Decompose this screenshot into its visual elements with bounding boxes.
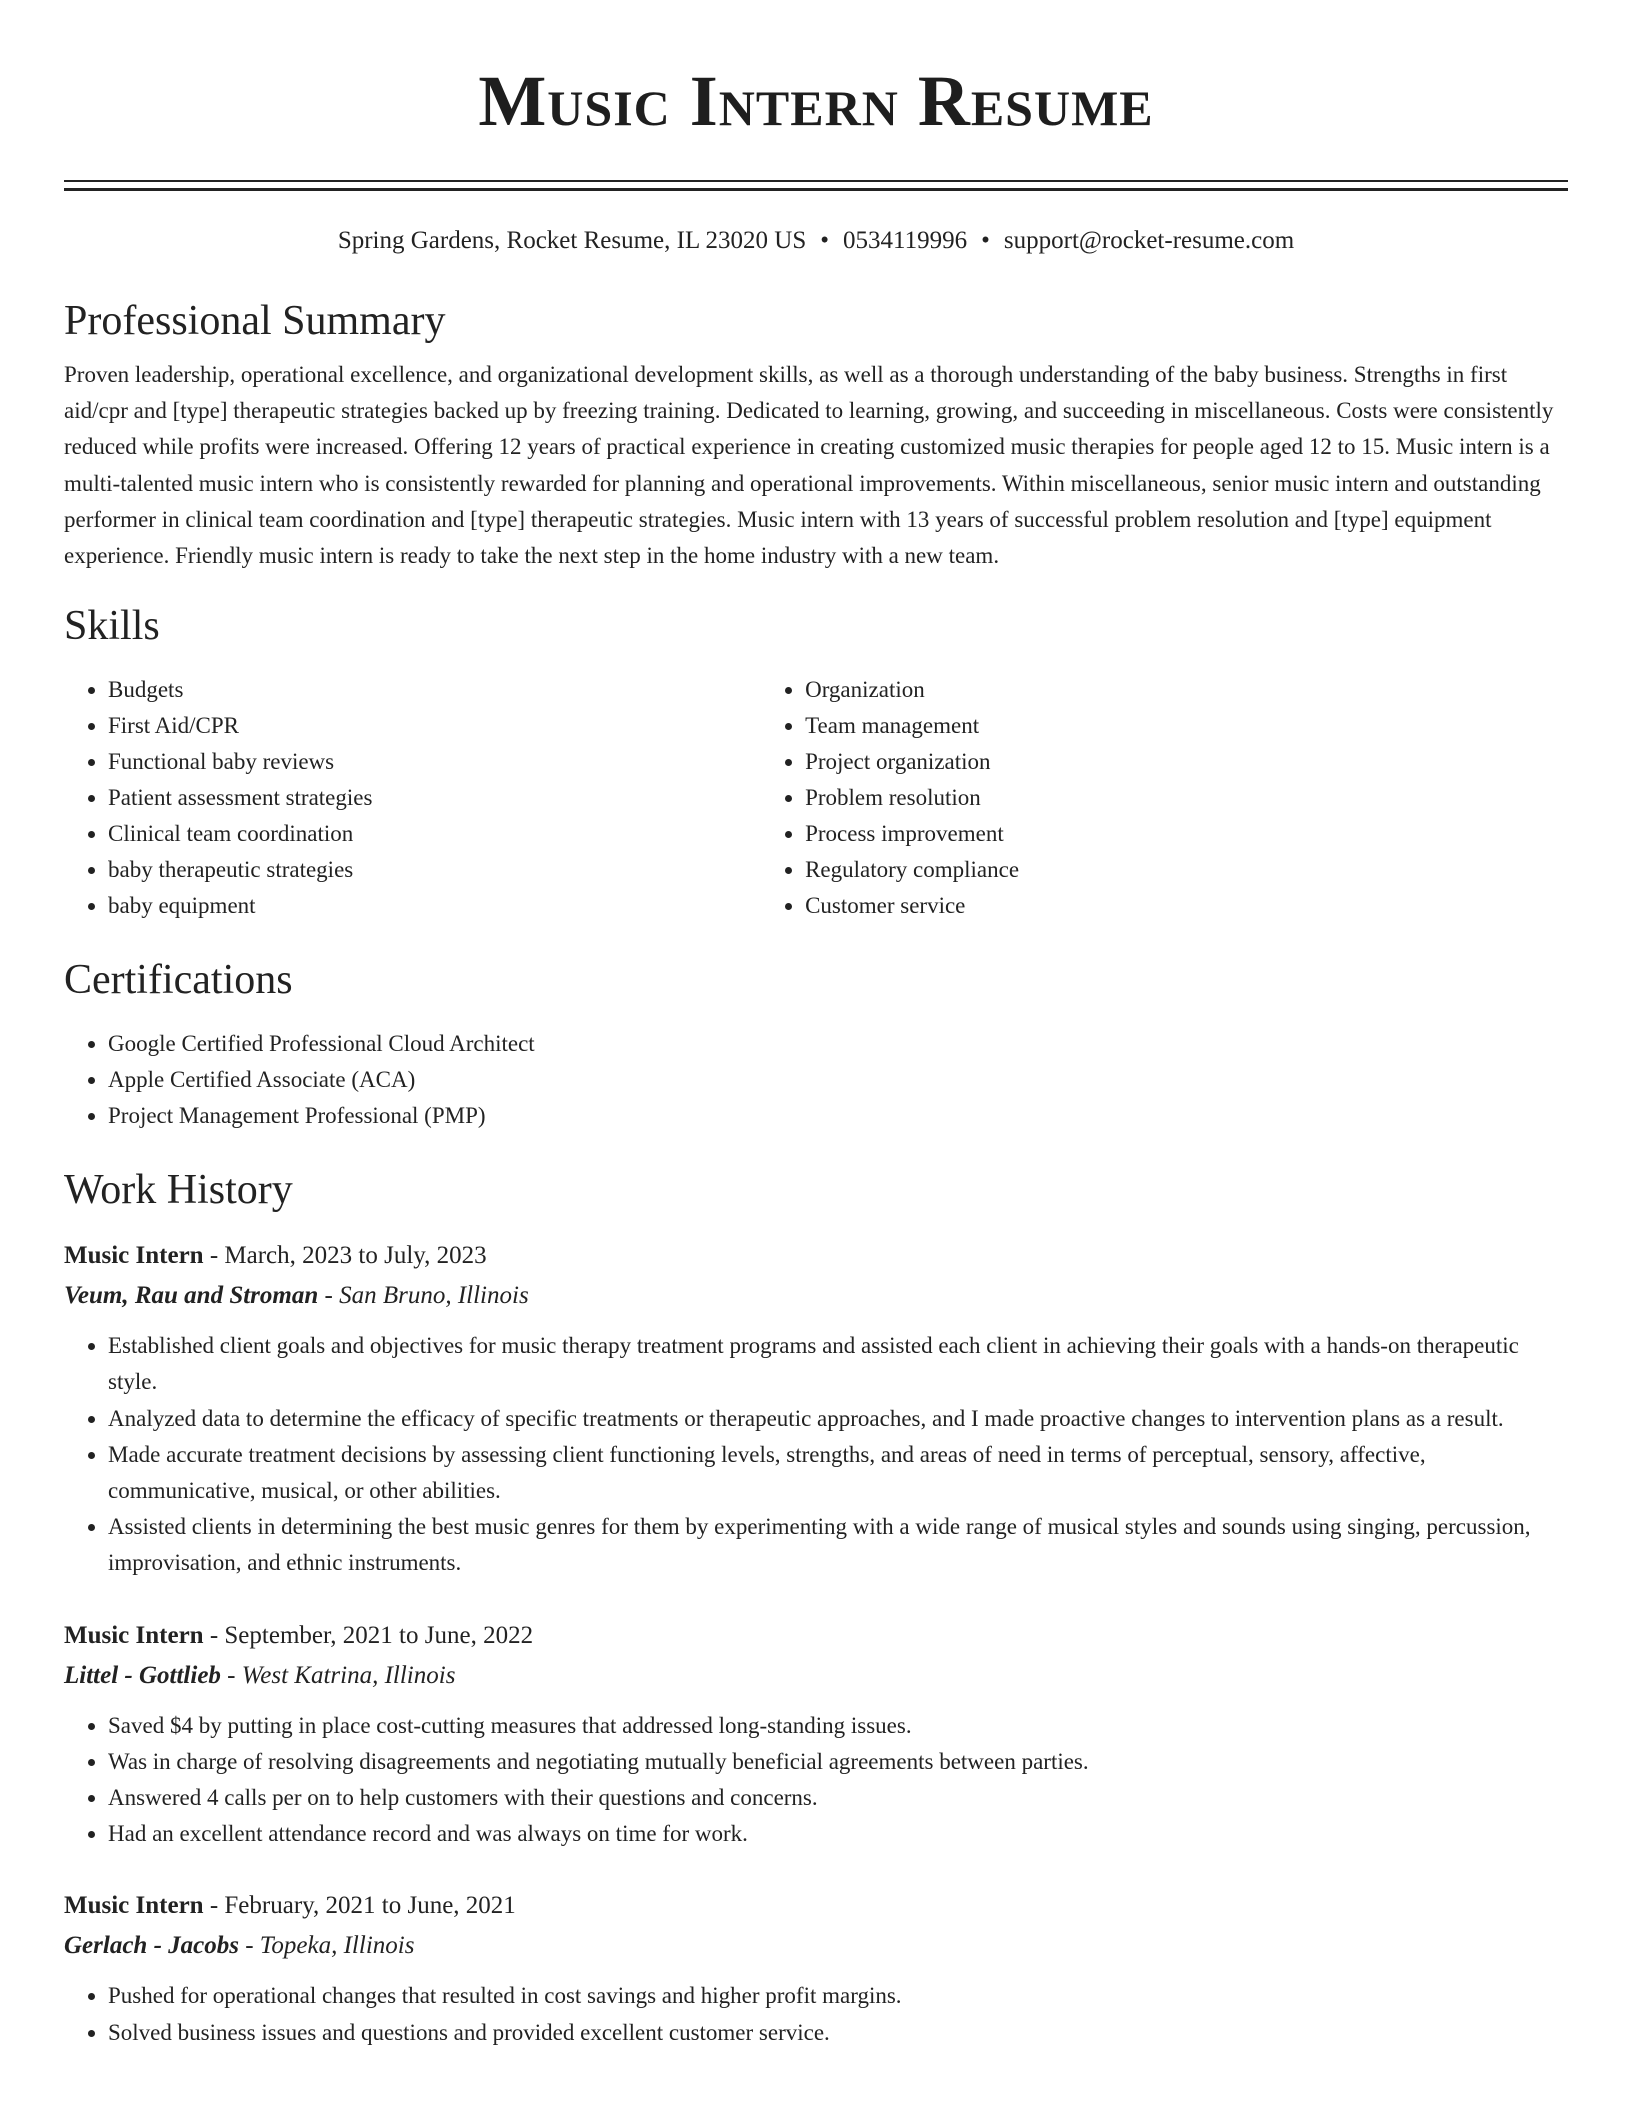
job-duties xyxy=(64,1708,1568,1853)
skill-item: • Functional baby reviews xyxy=(108,744,761,780)
skill-item: • Problem resolution xyxy=(805,780,1568,816)
certifications-list xyxy=(64,1026,1568,1134)
skills-heading: Skills xyxy=(64,603,160,650)
duty-item: • Assisted clients in determining the best music genres for them by experimenting with a wide range of musical styles and sounds using singing, percussion, improvisation, and ethnic instruments. xyxy=(108,1509,1568,1581)
job-company: Veum, Rau and Stroman xyxy=(64,1282,319,1310)
work-history-heading: Work History xyxy=(64,1167,293,1214)
duty-item: • Answered 4 calls per on to help customers with their questions and concerns. xyxy=(108,1780,1568,1816)
job-role: Music Intern xyxy=(64,1892,204,1920)
job-entry xyxy=(64,1616,1568,1853)
job-title-line xyxy=(64,1886,1568,1926)
job-location: - San Bruno, Illinois xyxy=(318,1282,529,1310)
title-divider-top xyxy=(64,180,1568,182)
skill-item: • Regulatory compliance xyxy=(805,852,1568,888)
skill-item: • Customer service xyxy=(805,888,1568,924)
job-dates: - September, 2021 to June, 2022 xyxy=(203,1621,534,1649)
contact-email: support@rocket-resume.com xyxy=(1003,227,1295,254)
job-duties xyxy=(64,1328,1568,1581)
duty-item: • Was in charge of resolving disagreements and negotiating mutually beneficial agreements between parties. xyxy=(108,1744,1568,1780)
skill-item: • Clinical team coordination xyxy=(108,816,761,852)
summary-heading: Professional Summary xyxy=(64,298,446,344)
certification-item: • Project Management Professional (PMP) xyxy=(108,1098,1568,1134)
skill-item: • baby equipment xyxy=(108,888,761,924)
job-entry xyxy=(64,1236,1568,1581)
job-title-line xyxy=(64,1616,1568,1656)
job-duties xyxy=(64,1978,1568,2050)
duty-item: • Analyzed data to determine the efficacy of specific treatments or therapeutic approaches, and I made proactive changes to intervention plans as a result. xyxy=(108,1401,1568,1437)
duty-item: • Solved business issues and questions and provided excellent customer service. xyxy=(108,2015,1568,2051)
summary-text: Proven leadership, operational excellence, and organizational development skills, as well as a thorough understanding of the baby business. Strengths in first aid/cpr and [type] therapeutic strategies backed up by freezing training. Dedicated to learning, growing, and succeeding in miscellaneous. Costs were consistently reduced while profits were increased. Offering 12 years of practical experience in creating customized music therapies for people aged 12 to 15. Music intern is a multi-talented music intern who is consistently rewarded for planning and operational improvements. Within miscellaneous, senior music intern and outstanding performer in clinical team coordination and [type] therapeutic strategies. Music intern with 13 years of successful problem resolution and [type] equipment experience. Friendly music intern is ready to take the next step in the home industry with a new team. xyxy=(64,362,1554,569)
job-title-line xyxy=(64,1236,1568,1276)
skill-item: • Team management xyxy=(805,708,1568,744)
job-role: Music Intern xyxy=(64,1621,204,1649)
skills-list-right xyxy=(761,672,1568,924)
skill-item: • Patient assessment strategies xyxy=(108,780,761,816)
skill-item: • First Aid/CPR xyxy=(108,708,761,744)
certification-item: • Apple Certified Associate (ACA) xyxy=(108,1062,1568,1098)
job-dates: - March, 2023 to July, 2023 xyxy=(203,1242,487,1270)
contact-address: Spring Gardens, Rocket Resume, IL 23020 US xyxy=(337,227,807,254)
skill-item: • baby therapeutic strategies xyxy=(108,852,761,888)
job-entry xyxy=(64,1886,1568,2050)
job-location: - West Katrina, Illinois xyxy=(220,1661,456,1689)
contact-line xyxy=(64,225,1568,257)
skills-grid xyxy=(64,672,1568,924)
job-employer-line xyxy=(64,1276,1568,1316)
duty-item: • Saved $4 by putting in place cost-cutting measures that addressed long-standing issues. xyxy=(108,1708,1568,1744)
job-dates: - February, 2021 to June, 2021 xyxy=(203,1892,516,1920)
duty-item: • Established client goals and objectives for music therapy treatment programs and assisted each client in achieving their goals with a hands-on therapeutic style. xyxy=(108,1328,1568,1400)
contact-separator: • xyxy=(820,227,830,254)
contact-separator: • xyxy=(981,227,990,254)
job-employer-line xyxy=(64,1656,1568,1696)
skill-item: • Organization xyxy=(805,672,1568,708)
job-employer-line xyxy=(64,1926,1568,1966)
certification-item: • Google Certified Professional Cloud Architect xyxy=(108,1026,1568,1062)
skill-item: • Process improvement xyxy=(805,816,1568,852)
job-company: Gerlach - Jacobs xyxy=(64,1932,239,1960)
duty-item: • Had an excellent attendance record and was always on time for work. xyxy=(108,1816,1568,1852)
skills-list-left xyxy=(64,672,761,924)
certifications-heading: Certifications xyxy=(64,957,293,1004)
job-role: Music Intern xyxy=(64,1242,204,1270)
page-title: Music Intern Resume xyxy=(478,61,1154,141)
title-divider-bottom xyxy=(64,188,1568,191)
job-company: Littel - Gottlieb xyxy=(64,1661,221,1689)
contact-phone: 0534119996 xyxy=(843,227,968,254)
skill-item: • Project organization xyxy=(805,744,1568,780)
skill-item: • Budgets xyxy=(108,672,761,708)
duty-item: • Made accurate treatment decisions by assessing client functioning levels, strengths, and areas of need in terms of perceptual, sensory, affective, communicative, musical, or other abilities. xyxy=(108,1437,1568,1509)
job-location: - Topeka, Illinois xyxy=(238,1932,415,1960)
duty-item: • Pushed for operational changes that resulted in cost savings and higher profit margins. xyxy=(108,1978,1568,2014)
